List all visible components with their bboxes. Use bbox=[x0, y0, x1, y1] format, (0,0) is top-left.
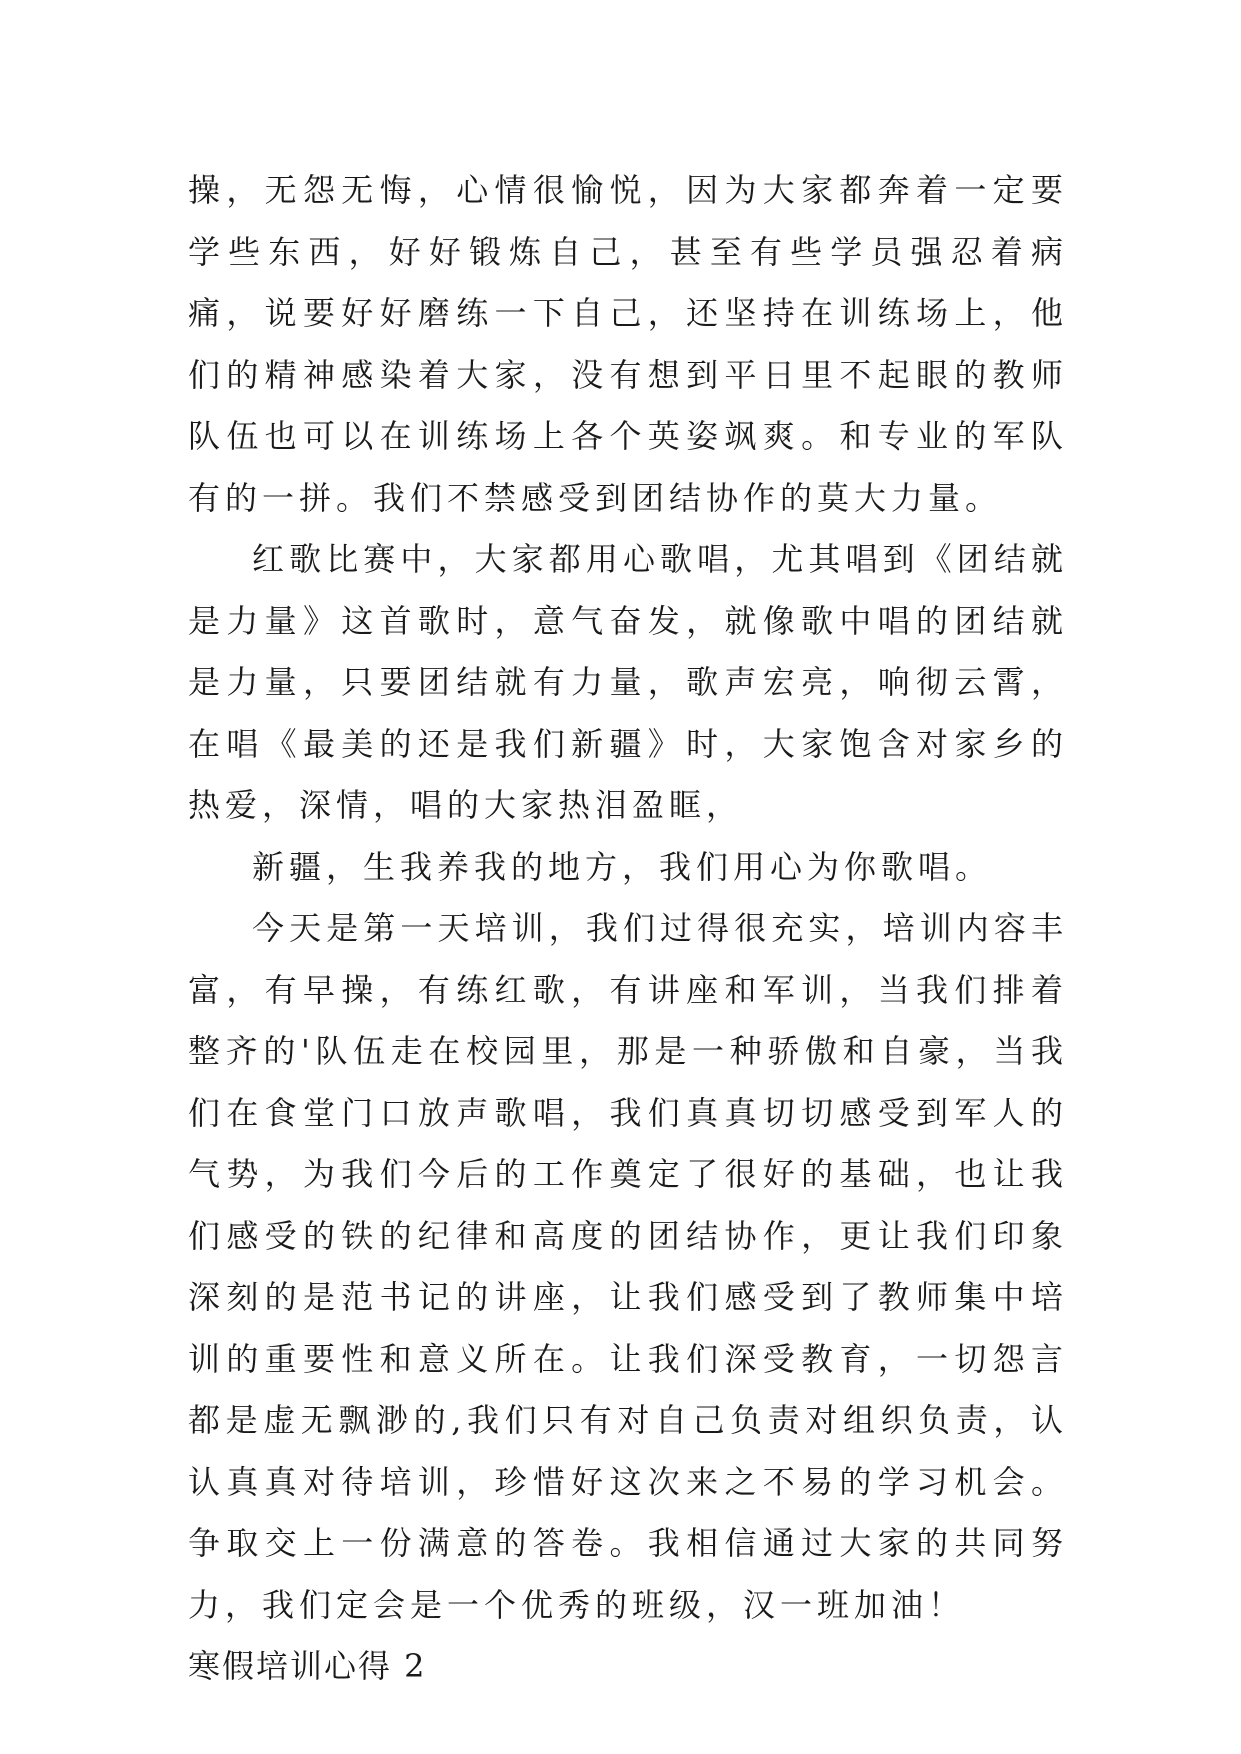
section-heading: 寒假培训心得 2 bbox=[188, 1647, 427, 1685]
paragraph-1: 操，无怨无悔，心情很愉悦，因为大家都奔着一定要学些东西，好好锻炼自己，甚至有些学员强忍着病痛，说要好好磨练一下自己，还坚持在训练场上，他们的精神感染着大家，没有想到平日里不起眼的教师队伍也可以在训练场上各个英姿飒爽。和专业的军队有的一拼。我们不禁感受到团结协作的莫大力量。 bbox=[188, 171, 1068, 517]
paragraph-4: 今天是第一天培训，我们过得很充实，培训内容丰富，有早操，有练红歌，有讲座和军训，当我们排着整齐的'队伍走在校园里，那是一种骄傲和自豪，当我们在食堂门口放声歌唱，我们真真切切感受到军人的气势，为我们今后的工作奠定了很好的基础，也让我们感受的铁的纪律和高度的团结协作，更让我们印象深刻的是范书记的讲座，让我们感受到了教师集中培训的重要性和意义所在。让我们深受教育，一切怨言都是虚无飘渺的,我们只有对自己负责对组织负责，认认真真对待培训，珍惜好这次来之不易的学习机会。争取交上一份满意的答卷。我相信通过大家的共同努力，我们定会是一个优秀的班级，汉一班加油！ bbox=[188, 909, 1068, 1624]
document-body bbox=[188, 160, 1068, 1698]
paragraph-2: 红歌比赛中，大家都用心歌唱，尤其唱到《团结就是力量》这首歌时，意气奋发，就像歌中唱的团结就是力量，只要团结就有力量，歌声宏亮，响彻云霄，在唱《最美的还是我们新疆》时，大家饱含对家乡的热爱，深情，唱的大家热泪盈眶， bbox=[188, 540, 1068, 824]
paragraph-3: 新疆，生我养我的地方，我们用心为你歌唱。 bbox=[252, 847, 993, 886]
